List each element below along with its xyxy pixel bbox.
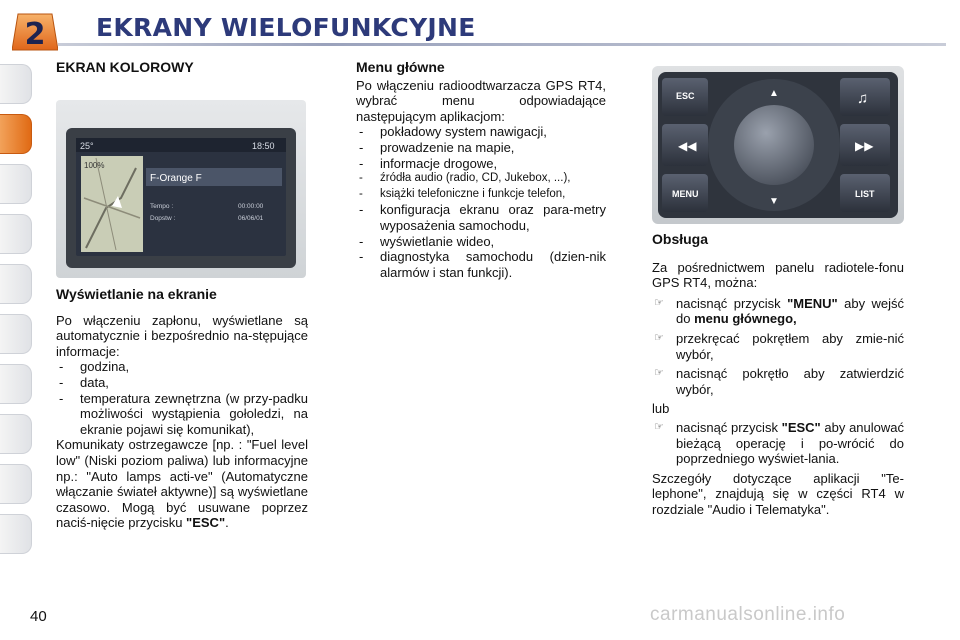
esc-key-label: "ESC" [781, 419, 821, 435]
middle-column [356, 60, 606, 280]
rotary-knob [734, 105, 814, 185]
screen-line2-label: Dopstw : [150, 215, 176, 222]
esc-button-label: ESC [676, 91, 695, 101]
list-item: - źródła audio (radio, CD, Jukebox, ...), [356, 171, 606, 187]
chapter-tab[interactable] [0, 64, 32, 104]
chapter-tab[interactable] [0, 264, 32, 304]
menu-key-label: "MENU" [787, 295, 838, 311]
main-menu-intro: Po włączeniu radioodtwarzacza GPS RT4, wybrać menu odpowiadające następującym aplikacjom: [356, 77, 606, 124]
list-item: - konfiguracja ekranu oraz para-metry wyposażenia samochodu, [356, 202, 606, 233]
screen-line1-value: 00:00:00 [238, 203, 264, 210]
screen-zoom: 100% [84, 161, 105, 170]
lcd-display [76, 138, 286, 256]
chapter-badge [12, 12, 58, 52]
screen-station: F-Orange F [150, 173, 202, 184]
left-column [56, 60, 308, 82]
telephone-reference: Szczegóły dotyczące aplikacji "Te-lephone", znajdują się w części RT4 w rozdziale "Audio i Telematyka". [652, 470, 904, 517]
section-heading-main-menu: Menu główne [356, 59, 445, 75]
operation-intro: Za pośrednictwem panelu radiotele-fonu GPS RT4, można: [652, 259, 904, 291]
screen-temp: 25° [80, 141, 94, 151]
step-press: ☞ nacisnąć pokrętło aby zatwierdzić wybór, [654, 366, 904, 397]
chapter-tab[interactable] [0, 314, 32, 354]
screen-line1-label: Tempo : [150, 203, 174, 210]
chapter-tab[interactable] [0, 364, 32, 404]
rewind-icon: ◀◀ [678, 139, 697, 153]
section-heading-color-screen: EKRAN KOLOROWY [56, 59, 194, 75]
main-menu-target: menu głównego, [694, 311, 797, 327]
warning-note [56, 437, 308, 531]
or-text: lub [652, 401, 670, 417]
header-divider [58, 43, 946, 46]
chapter-tab[interactable] [0, 414, 32, 454]
watermark: carmanualsonline.info [650, 604, 846, 625]
section-heading-operation: Obsługa [652, 231, 709, 247]
list-item: - wyświetlanie wideo, [356, 234, 606, 250]
music-note-icon: ♫ [857, 90, 869, 107]
screen-bezel [66, 128, 296, 268]
chapter-tab[interactable] [0, 514, 32, 554]
left-column-text [56, 287, 308, 531]
step-esc: ☞ nacisnąć przycisk "ESC" aby anulować bieżącą operację i po-wrócić do poprzedniego wyświet-lania. [654, 419, 904, 467]
chapter-tab-active[interactable] [0, 114, 32, 154]
list-button-label: LIST [855, 189, 875, 199]
chapter-tabs [0, 64, 34, 564]
screen-line2-value: 06/06/01 [238, 215, 264, 222]
list-item: - informacje drogowe, [356, 156, 606, 172]
chapter-tab[interactable] [0, 464, 32, 504]
list-item: - pokładowy system nawigacji, [356, 124, 606, 140]
page-title: EKRANY WIELOFUNKCYJNE [96, 13, 476, 42]
list-item: - diagnostyka samochodu (dzien-nik alarmów i stan funkcji). [356, 249, 606, 280]
menu-button-label: MENU [672, 189, 699, 199]
down-arrow-icon: ▼ [769, 196, 779, 207]
up-arrow-icon: ▲ [769, 88, 779, 99]
pointer-icon: ☞ [654, 331, 664, 344]
list-item: - temperatura zewnętrzna (w przy-padku możliwości wystąpienia gołoledzi, na ekranie pojawi się komunikat), [56, 391, 308, 438]
chapter-number: 2 [24, 17, 46, 52]
list-item: - prowadzenie na mapie, [356, 140, 606, 156]
pointer-icon: ☞ [654, 296, 664, 309]
chapter-tab[interactable] [0, 214, 32, 254]
screen-clock: 18:50 [252, 141, 275, 151]
control-panel-photo [652, 66, 904, 224]
step-menu: ☞ nacisnąć przycisk "MENU" aby wejść do menu głównego, [654, 295, 904, 327]
esc-key-label: "ESC" [186, 515, 226, 531]
section-heading-display: Wyświetlanie na ekranie [56, 286, 217, 302]
warning-note-text: Komunikaty ostrzegawcze [np. : "Fuel level low" (Niski poziom paliwa) lub informacyjne np.: "Auto lamps acti-ve" (Automatyczne włączanie świateł aktywne)] są wyświetlane czasowo. Mogą być usuwane poprzez naciś-nięcie przycisku [56, 437, 308, 531]
list-item: - godzina, [56, 359, 308, 375]
pointer-icon: ☞ [654, 367, 664, 380]
warning-note-end: . [225, 515, 229, 531]
pointer-icon: ☞ [654, 420, 664, 433]
page-number: 40 [30, 608, 47, 625]
right-column [652, 232, 904, 518]
color-screen-photo [56, 100, 306, 278]
step-rotate: ☞ przekręcać pokrętłem aby zmie-nić wybór, [654, 330, 904, 362]
display-intro: Po włączeniu zapłonu, wyświetlane są automatycznie i bezpośrednio na-stępujące informacje: [56, 312, 308, 359]
list-item: - data, [56, 375, 308, 391]
chapter-tab[interactable] [0, 164, 32, 204]
list-item: - książki telefoniczne i funkcje telefon, [356, 187, 606, 203]
fast-forward-icon: ▶▶ [855, 139, 874, 153]
